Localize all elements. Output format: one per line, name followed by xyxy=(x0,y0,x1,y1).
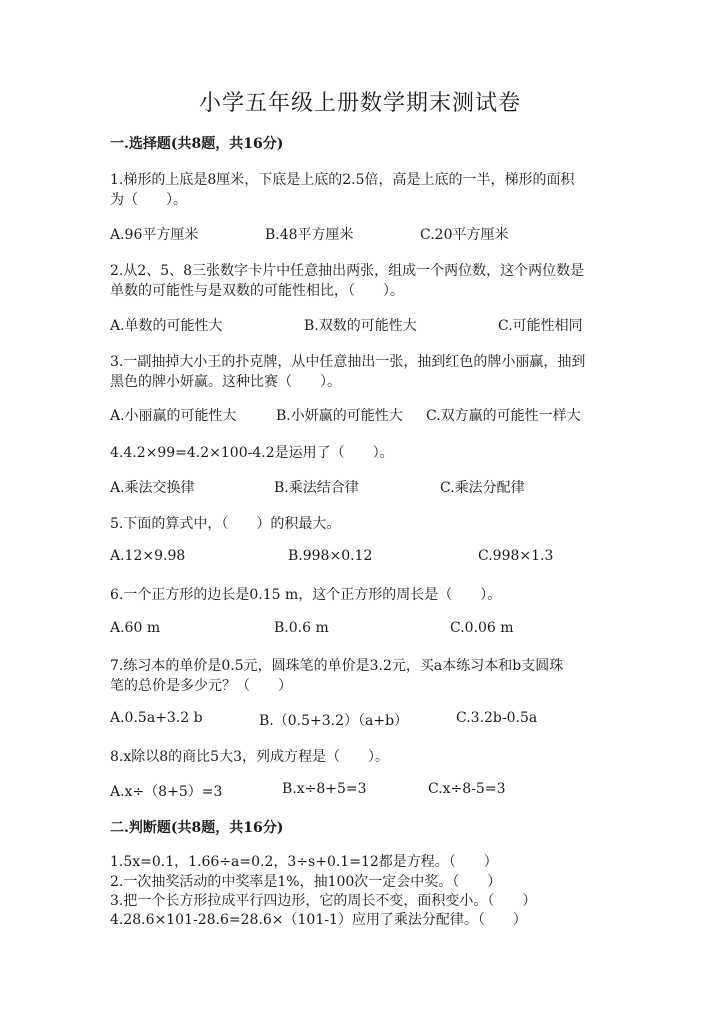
question-3-line-2: 黑色的牌小妍赢。这种比赛（ ）。 xyxy=(110,374,341,390)
page-title: 小学五年级上册数学期末测试卷 xyxy=(198,91,521,116)
question-3-option-b: B.小妍赢的可能性大 xyxy=(276,408,403,424)
question-8-option-b: B.x÷8+5=3 xyxy=(282,781,367,797)
question-6-option-a: A.60 m xyxy=(110,620,161,636)
section-heading-judgement: 二.判断题(共8题，共16分) xyxy=(110,820,284,836)
question-5-option-c: C.998×1.3 xyxy=(478,548,554,564)
question-1-option-b: B.48平方厘米 xyxy=(265,227,354,243)
question-1-line-1: 1.梯形的上底是8厘米，下底是上底的2.5倍，高是上底的一半，梯形的面积 xyxy=(110,172,575,188)
question-8-option-a: A.x÷（8+5）=3 xyxy=(110,784,223,800)
question-4-option-c: C.乘法分配律 xyxy=(440,480,525,496)
question-3-option-a: A.小丽赢的可能性大 xyxy=(110,408,237,424)
question-5-line-1: 5.下面的算式中，（ ）的积最大。 xyxy=(110,516,341,532)
question-7-option-c: C.3.2b-0.5a xyxy=(456,710,538,726)
question-4-option-a: A.乘法交换律 xyxy=(110,480,195,496)
question-7-option-b: B.（0.5+3.2）（a+b） xyxy=(259,713,409,729)
question-1-line-2: 为（ ）。 xyxy=(110,192,187,208)
question-4-option-b: B.乘法结合律 xyxy=(274,480,359,496)
question-7-line-1: 7.练习本的单价是0.5元，圆珠笔的单价是3.2元，买a本练习本和b支圆珠 xyxy=(110,658,564,674)
question-4-line-1: 4.4.2×99=4.2×100-4.2是运用了（ ）。 xyxy=(110,445,394,461)
question-5-option-b: B.998×0.12 xyxy=(288,548,373,564)
question-5-option-a: A.12×9.98 xyxy=(110,548,186,564)
judgement-item-1: 1.5x=0.1，1.66÷a=0.2，3÷s+0.1=12都是方程。（ ） xyxy=(110,854,498,870)
question-2-option-b: B.双数的可能性大 xyxy=(304,318,417,334)
question-8-line-1: 8.x除以8的商比5大3，列成方程是（ ）。 xyxy=(110,749,389,765)
judgement-item-3: 3.把一个长方形拉成平行四边形，它的周长不变，面积变小。（ ） xyxy=(110,893,537,909)
question-7-line-2: 笔的总价是多少元？（ ） xyxy=(110,678,292,694)
question-2-line-2: 单数的可能性与是双数的可能性相比，（ ）。 xyxy=(110,283,404,299)
question-6-option-c: C.0.06 m xyxy=(450,620,514,636)
question-6-line-1: 6.一个正方形的边长是0.15 m，这个正方形的周长是（ ）。 xyxy=(110,587,502,603)
question-1-option-a: A.96平方厘米 xyxy=(110,227,199,243)
judgement-item-2: 2.一次抽奖活动的中奖率是1%，抽100次一定会中奖。（ ） xyxy=(110,874,502,890)
question-7-option-a: A.0.5a+3.2 b xyxy=(110,710,203,726)
question-2-line-1: 2.从2、5、8三张数字卡片中任意抽出两张，组成一个两位数，这个两位数是 xyxy=(110,263,585,279)
question-8-option-c: C.x÷8-5=3 xyxy=(428,781,506,797)
question-3-option-c: C.双方赢的可能性一样大 xyxy=(426,408,581,424)
question-2-option-c: C.可能性相同 xyxy=(498,318,583,334)
judgement-item-4: 4.28.6×101-28.6=28.6×（101-1）应用了乘法分配律。（ ） xyxy=(110,912,527,928)
question-1-option-c: C.20平方厘米 xyxy=(420,227,509,243)
section-heading-choice: 一.选择题(共8题，共16分) xyxy=(110,136,284,152)
question-3-line-1: 3.一副抽掉大小王的扑克牌，从中任意抽出一张，抽到红色的牌小丽赢，抽到 xyxy=(110,354,586,370)
question-2-option-a: A.单数的可能性大 xyxy=(110,318,223,334)
question-6-option-b: B.0.6 m xyxy=(274,620,329,636)
